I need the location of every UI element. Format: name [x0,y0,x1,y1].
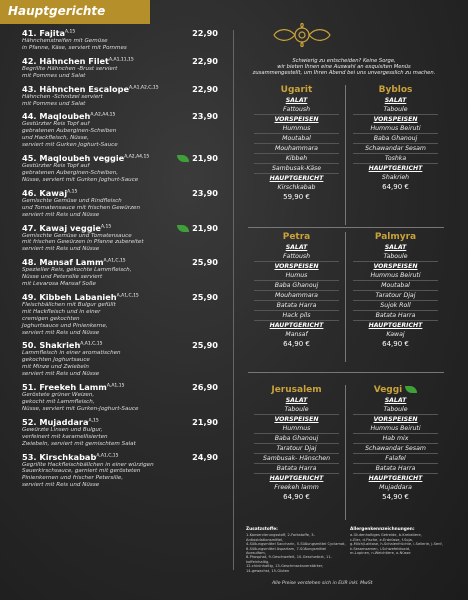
dish-name [22,223,111,233]
dish-header [22,292,218,302]
menu-vorspeise-item: Batata Harra [353,311,438,321]
dish-name [22,257,126,267]
section-hauptgericht-label: HAUPTGERICHT [269,175,324,182]
dish-description-line: mit Hackfleisch und in einer [22,308,101,315]
dish-name-text: 43. Hähnchen Escalope [22,83,129,94]
menu-vorspeise-item: Hummus Beiruti [353,271,438,281]
menu-vorspeise-item: Sambusak-Käse [254,164,339,174]
menu-hauptgericht-item: Kawaj [386,331,405,338]
dish-description-line: mit Levarosa Mansaf Soße [22,281,96,288]
dish-name-text: 48. Mansaf Lamm [22,257,104,268]
dish-price-text: 21,90 [192,222,218,233]
menu-set-price: 64,90 € [283,340,310,348]
menu-salat-item: Taboule [353,105,438,115]
menu-vorspeise-item: Taratour Djaj [254,444,339,454]
dish-description-line: in Pfanne, Käse, serviert mit Pommes [22,44,127,51]
menu-salat-item: Fattoush [254,105,339,115]
dish-price [192,84,218,94]
dish-price [192,292,218,302]
menu-vorspeise-item: Hack pils [254,311,339,321]
dish-price-text: 21,90 [192,416,218,427]
menu-set-name-text: Palmyra [374,232,417,242]
menu-vorspeise-item: Taratour Djaj [353,291,438,301]
dish-description-line: Gewürzte Linsen und Bulgur, [22,426,103,433]
dish-item [22,223,218,254]
dish-header [22,28,218,38]
menu-vorspeise-item: Falafel [353,454,438,464]
dish-item [22,84,218,108]
dish-price [192,417,218,427]
section-vorspeisen-label: VORSPEISEN [373,116,418,123]
section-salat-label: SALAT [285,97,308,104]
veggie-leaf-icon [177,225,189,232]
dish-name-text: 52. Mujaddara [22,416,89,427]
menu-hauptgericht-item: Mujaddara [379,484,412,491]
menu-hauptgericht-item: Kirschkabab [277,184,316,191]
dish-name [22,452,119,462]
dish-allergen-codes: A,15 [100,223,112,229]
dish-description-line: Gemischte Gemüse und Tomatensauce [22,232,132,239]
menu-salat-item: Taboule [353,252,438,262]
dish-description-line: gebratenen Auberginen-Scheiben, [22,169,119,176]
dish-price [192,28,218,38]
menu-divider-v2 [345,232,346,362]
dish-header [22,382,218,392]
dish-name-text: 41. Fajita [22,28,66,38]
menu-vorspeise-item: Batata Harra [254,301,339,311]
dish-description-line: mit frischen Gewürzen in Pfanne zubereitet [22,239,144,246]
dish-price-text: 23,90 [192,187,218,198]
menu-vorspeise-item: Batata Harra [254,464,339,474]
menu-set-name-text: Jerusalem [271,385,322,395]
veggie-leaf-icon [405,386,417,393]
dish-name [22,382,124,392]
price-note: Alle Preise verstehen sich in EUR inkl. MwSt [272,581,373,586]
dish-allergen-codes: A,A1,C,15 [103,258,126,264]
dish-allergen-codes: A,A1,15 [106,383,125,389]
dish-price [173,223,218,233]
section-hauptgericht-label: HAUPTGERICHT [368,322,423,329]
dish-allergen-codes: A,15 [67,189,78,195]
menu-vorspeise-item: Hummus [254,124,339,134]
dish-header [22,452,218,462]
dish-name-text: 45. Maqloubeh veggie [22,153,125,164]
dish-price [192,382,218,392]
dish-description-line: Zwiebeln, serviert mit gemischtem Salat [22,440,136,447]
dish-allergen-codes: A,A1,11,15 [108,57,134,63]
dish-price-text: 22,90 [192,55,218,66]
dish-description-line: serviert mit Reis und Nüsse [22,211,100,218]
dish-name [22,153,149,163]
menu-vorspeise-item: Mouhammara [254,291,339,301]
section-vorspeisen-label: VORSPEISEN [274,416,319,423]
dish-description-line: Sauerkirschsauce, garniert mit gerösteten [22,468,141,475]
dish-price [192,257,218,267]
dish-price-text: 22,90 [192,28,218,38]
menu-set-price: 54,90 € [382,493,409,501]
dish-header [22,417,218,427]
dish-allergen-codes: A,A1,C,15 [116,293,139,299]
menu-hauptgericht-item: Freekeh lamm [274,484,319,491]
dish-list [22,28,218,493]
dish-description-line: serviert mit Reis und Nüsse [22,246,100,253]
dish-description-line: Pinienkernen und frischer Petersilie, [22,475,124,482]
dish-description-line: Begrillte Hähnchen -Brust serviert [22,65,118,72]
section-hauptgericht-label: HAUPTGERICHT [368,475,423,482]
dish-name [22,111,115,121]
additives-footer: Zusatzstoffe: 1-Konservierungsstoff, 2-Farbstoffe, 3-Antioxidationsmittel, 4-Süßungsmittel Saccharin, 5-Süßungsmittel Cyclamat, 6-Süßungsmittel Aspartam, 7-Süßungsmittel Acesulfam, 8-Phosphat, 9-Geschwefelt, 10-Geschwärzt, 11-koffeinhaltig, 12-chininhaltig, 13-Geschmacksverstärker, 14-gewachst, 15-Gluten [246,527,346,573]
dish-name [22,28,75,38]
dish-description-line: Gemischte Gemüse und Rindfleisch [22,197,122,204]
menu-set-name [347,385,444,395]
dish-price-text: 25,90 [192,291,218,302]
dish-name [22,84,159,94]
menu-set-name [347,232,444,242]
dish-price-text: 26,90 [192,382,218,393]
dish-allergen-codes: A,A2,A4,15 [90,112,116,118]
dish-item [22,340,218,378]
dish-allergen-codes: A,A1,A2,C,15 [129,84,159,90]
menu-divider-v3 [345,385,346,520]
menu-set-name [347,85,444,95]
dish-name-text: 51. Freekeh Lamm [22,382,107,393]
dish-name-text: 46. Kawaj [22,187,68,198]
dish-price [173,153,218,163]
section-hauptgericht-label: HAUPTGERICHT [368,165,423,172]
section-salat-label: SALAT [384,97,407,104]
menu-set [248,385,345,501]
dish-name-text: 53. Kirschkabab [22,451,97,462]
dish-item [22,257,218,288]
menu-set [248,85,345,201]
menu-divider-h2 [248,372,444,373]
dish-name [22,188,77,198]
dish-price-text: 21,90 [192,153,218,164]
dish-price [192,340,218,350]
dish-description-line: mit Pommes und Salat [22,100,86,107]
dish-name-text: 47. Kawaj veggie [22,222,101,233]
dish-allergen-codes: A,A2,A4,15 [124,154,150,160]
menu-vorspeise-item: Baba Ghanouj [353,134,438,144]
menu-set [347,232,444,348]
menu-vorspeise-item: Schawandar Sesam [353,144,438,154]
dish-description-line: Gestürzter Reis Topf auf [22,121,90,128]
dish-item [22,452,218,490]
menu-hauptgericht-item: Shakrieh [381,174,410,181]
dish-description-line: Lammfleisch in einer aromatischen [22,350,121,357]
dish-name-text: 49. Kibbeh Labanieh [22,291,117,302]
dish-description-line: verfeinert mit karamellisierten [22,433,108,440]
dish-item [22,382,218,413]
menu-vorspeise-item: Schawandar Sesam [353,444,438,454]
menu-vorspeise-item: Moutabal [254,134,339,144]
menu-vorspeise-item: Sambusak- Hänschen [254,454,339,464]
menu-vorspeise-item: Kibbeh [254,154,339,164]
menu-set-price: 64,90 € [382,183,409,191]
menu-vorspeise-item: Hummus Beiruti [353,124,438,134]
menu-vorspeise-item: Humus [254,271,339,281]
section-salat-label: SALAT [285,244,308,251]
dish-price [192,56,218,66]
dish-description-line: serviert mit Gurken Joghurt-Sauce [22,142,118,149]
dish-description-line: cremigen gekochten [22,315,80,322]
allergens-footer: Allergenkennzeichnungen: a-Glutenhaltiges Getreide, b-Krebstiere, c-Eier, d-Fische, e-Erdnüsse, f-Soja, g-Milch/Laktose, h-Schalenfrüchte, i-Sellerie, j-Senf, k-Sesamsamen, l-Schwefeldioxid, m-Lupinen, n-Weichtiere, o-Nüsse [350,527,443,556]
dish-header [22,153,218,163]
dish-price [192,111,218,121]
dish-description-line: Nüsse, serviert mit Gurken-Joghurt-Sauce [22,405,139,412]
menu-vorspeise-item: Toshka [353,154,438,164]
dish-header [22,257,218,267]
dish-description-line: Hähnchen -Schnitzel serviert [22,93,103,100]
dish-allergen-codes: A,A1,C,15 [80,341,103,347]
menu-set-price: 59,90 € [283,193,310,201]
menu-vorspeise-item: Hab mix [353,434,438,444]
menu-salat-item: Fattoush [254,252,339,262]
section-hauptgericht-label: HAUPTGERICHT [269,475,324,482]
dish-name [22,56,134,66]
dish-description-line: mit Minze und Zwiebeln [22,364,89,371]
dish-item [22,28,218,52]
section-salat-label: SALAT [285,397,308,404]
menu-hauptgericht-item: Mansaf [285,331,308,338]
dish-price [192,452,218,462]
dish-description-line: und Hackfleisch, Nüsse, [22,135,89,142]
dish-name [22,340,102,350]
dish-name-text: 42. Hähnchen Filet [22,55,109,66]
dish-price [192,188,218,198]
menu-vorspeise-item: Mouhammara [254,144,339,154]
dish-description-line: serviert mit Reis und Nüsse [22,371,100,378]
section-vorspeisen-label: VORSPEISEN [373,263,418,270]
menu-set-name [248,232,345,242]
dish-header [22,56,218,66]
menu-set-name-text: Veggi [373,385,403,395]
rosette-ornament-icon [272,18,332,52]
dish-description-line: Nüsse, serviert mit Gurken Joghurt-Sauce [22,176,139,183]
menu-vorspeise-item: Batata Harra [353,464,438,474]
menu-set-price: 64,90 € [283,493,310,501]
menu-vorspeise-item: Baba Ghanouj [254,434,339,444]
menu-set-price: 64,90 € [382,340,409,348]
dish-description-line: Joghurtsauce und Pinienkerne, [22,322,108,329]
section-vorspeisen-label: VORSPEISEN [274,263,319,270]
dish-description-line: und Tomatensauce mit frischen Gewürzen [22,204,141,211]
menu-vorspeise-item: Baba Ghanouj [254,281,339,291]
menu-set-name-text: Petra [282,232,311,242]
menu-set-name-text: Ugarit [280,85,313,95]
dish-price-text: 23,90 [192,111,218,122]
menu-vorspeise-item: Hummus Beiruti [353,424,438,434]
dish-description-line: Fleischbällchen mit Bulgur gefüllt [22,301,116,308]
dish-item [22,417,218,448]
dish-price-text: 22,90 [192,83,218,94]
dish-price-text: 24,90 [192,451,218,462]
dish-allergen-codes: A,A1,C,15 [96,452,119,458]
dish-header [22,111,218,121]
menu-vorspeise-item: Moutabal [353,281,438,291]
dish-description-line: gebratenen Auberginen-Scheiben [22,128,117,135]
section-salat-label: SALAT [384,244,407,251]
dish-description-line: Geröstete grüner Weizen, [22,392,95,399]
menu-set [347,85,444,191]
dish-item [22,111,218,149]
menu-divider-h1 [248,227,444,228]
dish-description-line: serviert mit Reis und Nüsse [22,482,100,489]
menu-set-name-text: Byblos [378,85,413,95]
section-salat-label: SALAT [384,397,407,404]
dish-price-text: 25,90 [192,340,218,351]
dish-description-line: Gegrillte Hackfleischbällchen in einer würzigen [22,461,154,468]
section-vorspeisen-label: VORSPEISEN [373,416,418,423]
dish-name-text: 50. Shakrieh [22,340,81,351]
dish-item [22,292,218,337]
menu-set-name [248,85,345,95]
dish-allergen-codes: A,15 [88,418,99,424]
menu-vorspeise-item: Hummus [254,424,339,434]
dish-name [22,292,139,302]
dish-description-line: mit Pommes und Salat [22,72,86,79]
dish-header [22,340,218,350]
veggie-leaf-icon [177,155,189,162]
dish-allergen-codes: A,15 [65,29,76,35]
page-title: Hauptgerichte [8,4,106,18]
dish-name-text: 44. Maqloubeh [22,111,91,122]
dish-description-line: Hähnchenstreifen mit Gemüse [22,38,108,44]
menu-divider-v1 [345,85,346,225]
menu-salat-item: Taboule [353,405,438,415]
menu-set-name [248,385,345,395]
section-vorspeisen-label: VORSPEISEN [274,116,319,123]
dish-description-line: Nüsse und Petersilie serviert [22,274,103,281]
menu-set [248,232,345,348]
dish-item [22,56,218,80]
dish-price-text: 25,90 [192,257,218,268]
dish-description-line: gekochten Joghurtsauce [22,357,90,364]
menu-salat-item: Taboule [254,405,339,415]
menu-set [347,385,444,501]
dish-item [22,153,218,184]
section-hauptgericht-label: HAUPTGERICHT [269,322,324,329]
dish-header [22,188,218,198]
dish-description-line: serviert mit Reis und Nüsse [22,329,100,336]
column-divider [233,30,234,570]
dish-description-line: Spezieller Reis, gekochte Lammfleisch, [22,267,132,274]
dish-description-line: gekocht mit Lammfleisch, [22,399,95,405]
intro-text: Schwierig zu entscheiden? Keine Sorge, wir bieten Ihnen eine Auswahl an exquisiten Menüs zusammengestellt, um Ihren Abend bei uns unvergesslich zu machen. [252,58,436,77]
dish-item [22,188,218,219]
dish-header [22,223,218,233]
dish-header [22,84,218,94]
menu-vorspeise-item: Sujok Roll [353,301,438,311]
dish-name [22,417,99,427]
dish-description-line: Gestürzter Reis Topf auf [22,163,90,170]
